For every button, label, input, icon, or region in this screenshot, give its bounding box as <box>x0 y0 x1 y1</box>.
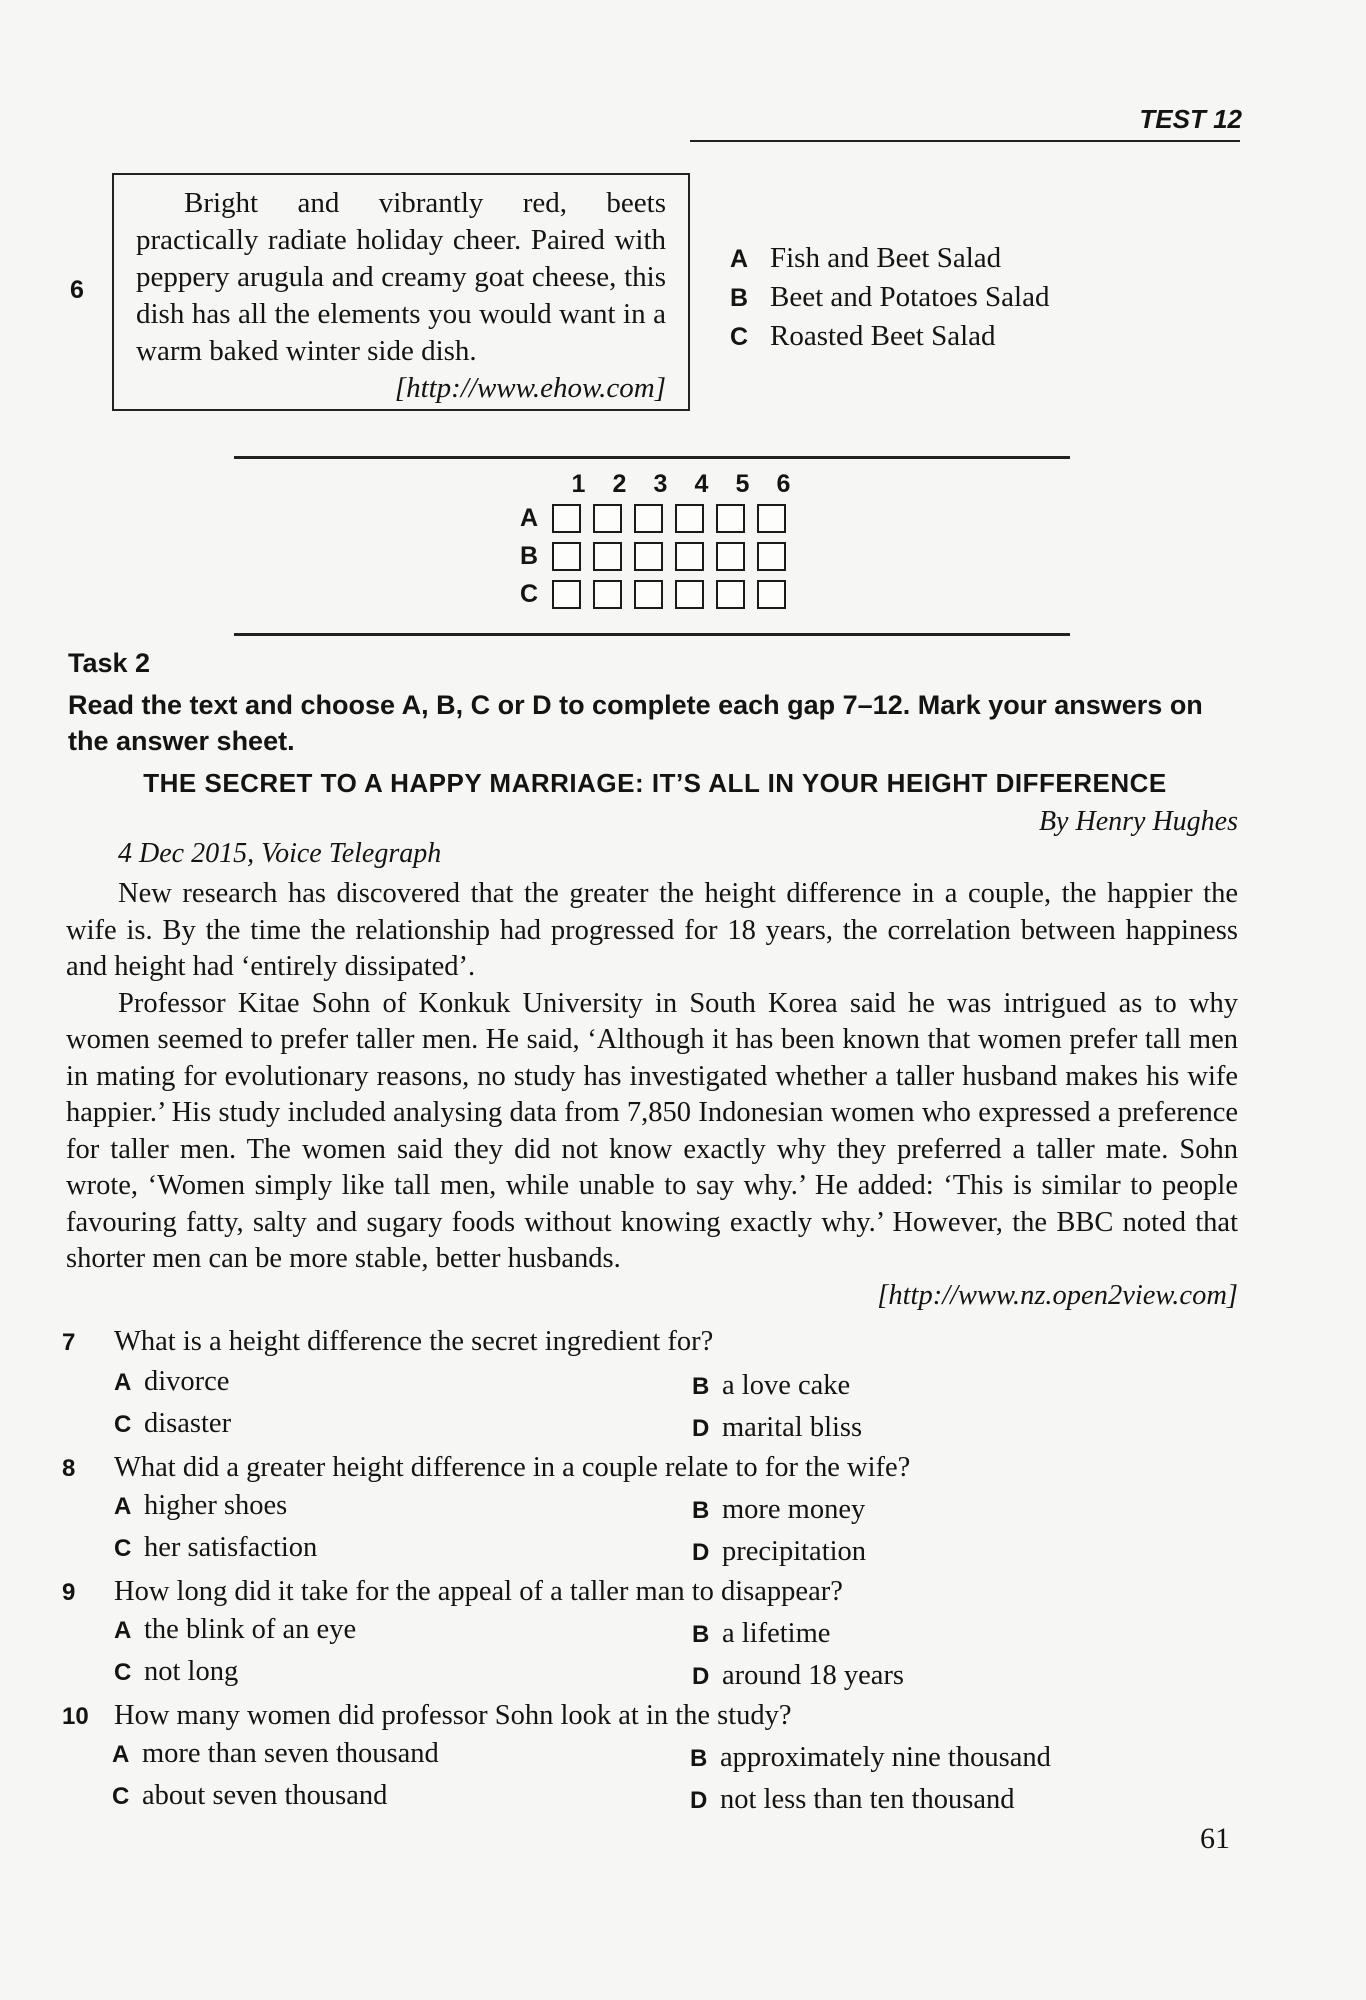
dateline: 4 Dec 2015, Voice Telegraph <box>118 838 442 869</box>
option-8c[interactable]: C her satisfaction <box>114 1532 318 1563</box>
answer-box[interactable] <box>634 504 663 533</box>
paragraph: Professor Kitae Sohn of Konkuk University in South Korea said he was intrigued as to why women seemed to prefer taller men. He said, ‘Although it has been known that women prefer tall men in mating for evolutionary reasons, no study has investigated whether a taller husband makes his wife happier.’ His study included analysing data from 7,850 Indonesian women who expressed a preference for taller men. The women said they did not know exactly why they preferred a taller mate. Sohn wrote, ‘Women simply like tall men, while unable to say why.’ He added: ‘This is similar to people favouring fatty, salty and sugary foods without knowing exactly why.’ However, the BBC noted that shorter men can be more stable, better husbands. <box>66 987 1238 1274</box>
answer-box[interactable] <box>634 542 663 571</box>
option-8b[interactable]: B more money <box>692 1494 866 1525</box>
header-rule <box>690 140 1240 142</box>
paragraph: New research has discovered that the greater the height difference in a couple, the happier the wife is. By the time the relationship had progressed for 18 years, the correlation between happiness and height had ‘entirely dissipated’. <box>66 878 1238 982</box>
option-7d[interactable]: D marital bliss <box>692 1412 863 1443</box>
answer-box[interactable] <box>757 542 786 571</box>
grid-rule-top <box>234 456 1070 459</box>
option-9b[interactable]: B a lifetime <box>692 1618 831 1649</box>
answer-box[interactable] <box>675 580 704 609</box>
item-number: 6 <box>70 276 84 304</box>
task-title: Task 2 <box>68 648 151 678</box>
grid-row-b: B <box>520 541 798 575</box>
text-box-source: [http://www.ehow.com] <box>394 372 666 404</box>
task-instruction: Read the text and choose A, B, C or D to complete each gap 7–12. Mark your answers on the answer sheet. <box>68 690 1203 756</box>
text-box <box>112 173 690 411</box>
answer-box[interactable] <box>716 504 745 533</box>
option-10b[interactable]: B approximately nine thousand <box>690 1742 1051 1773</box>
answer-box[interactable] <box>757 504 786 533</box>
answer-box[interactable] <box>552 580 581 609</box>
text-box-body: Bright and vibrantly red, beets practically radiate holiday cheer. Paired with peppery arugula and creamy goat cheese, this dish has all the elements you would want in a warm baked winter side dish. <box>136 187 666 367</box>
option-10d[interactable]: D not less than ten thousand <box>690 1784 1015 1815</box>
answer-box[interactable] <box>675 504 704 533</box>
article-body <box>66 876 1238 1314</box>
answer-box[interactable] <box>716 580 745 609</box>
answer-box[interactable] <box>675 542 704 571</box>
option-10c[interactable]: C about seven thousand <box>112 1780 388 1811</box>
answer-box[interactable] <box>634 580 663 609</box>
article-source: [http://www.nz.open2view.com] <box>877 1279 1238 1311</box>
option-c: C Roasted Beet Salad <box>730 320 996 352</box>
grid-row-c: C <box>520 579 798 613</box>
option-9c[interactable]: C not long <box>114 1656 239 1687</box>
grid-row-a: A <box>520 503 798 537</box>
option-10a[interactable]: A more than seven thousand <box>112 1738 439 1769</box>
question-10: 10 How many women did professor Sohn look at in the study? <box>62 1700 792 1731</box>
answer-box[interactable] <box>552 504 581 533</box>
option-8a[interactable]: A higher shoes <box>114 1490 288 1521</box>
option-9a[interactable]: A the blink of an eye <box>114 1614 357 1645</box>
question-8: 8 What did a greater height difference in a couple relate to for the wife? <box>62 1452 911 1483</box>
option-7a[interactable]: A divorce <box>114 1366 230 1397</box>
question-7: 7 What is a height difference the secret ingredient for? <box>62 1326 714 1357</box>
answer-box[interactable] <box>593 542 622 571</box>
answer-box[interactable] <box>593 580 622 609</box>
option-7c[interactable]: C disaster <box>114 1408 232 1439</box>
page-number: 61 <box>1200 1822 1230 1855</box>
article-title: THE SECRET TO A HAPPY MARRIAGE: IT’S ALL IN YOUR HEIGHT DIFFERENCE <box>143 768 1167 798</box>
grid-column-header: 1 2 3 4 5 6 <box>571 470 791 498</box>
byline: By Henry Hughes <box>1038 806 1238 837</box>
answer-box[interactable] <box>593 504 622 533</box>
option-8d[interactable]: D precipitation <box>692 1536 867 1567</box>
option-9d[interactable]: D around 18 years <box>692 1660 905 1691</box>
option-list <box>730 239 1049 356</box>
grid-rule-bottom <box>234 633 1070 636</box>
answer-box[interactable] <box>757 580 786 609</box>
option-a: A Fish and Beet Salad <box>730 242 1002 274</box>
option-b: B Beet and Potatoes Salad <box>730 281 1050 313</box>
test-label: TEST 12 <box>1139 104 1242 134</box>
answer-box[interactable] <box>552 542 581 571</box>
option-7b[interactable]: B a love cake <box>692 1370 851 1401</box>
answer-box[interactable] <box>716 542 745 571</box>
question-9: 9 How long did it take for the appeal of a taller man to disappear? <box>62 1576 843 1607</box>
